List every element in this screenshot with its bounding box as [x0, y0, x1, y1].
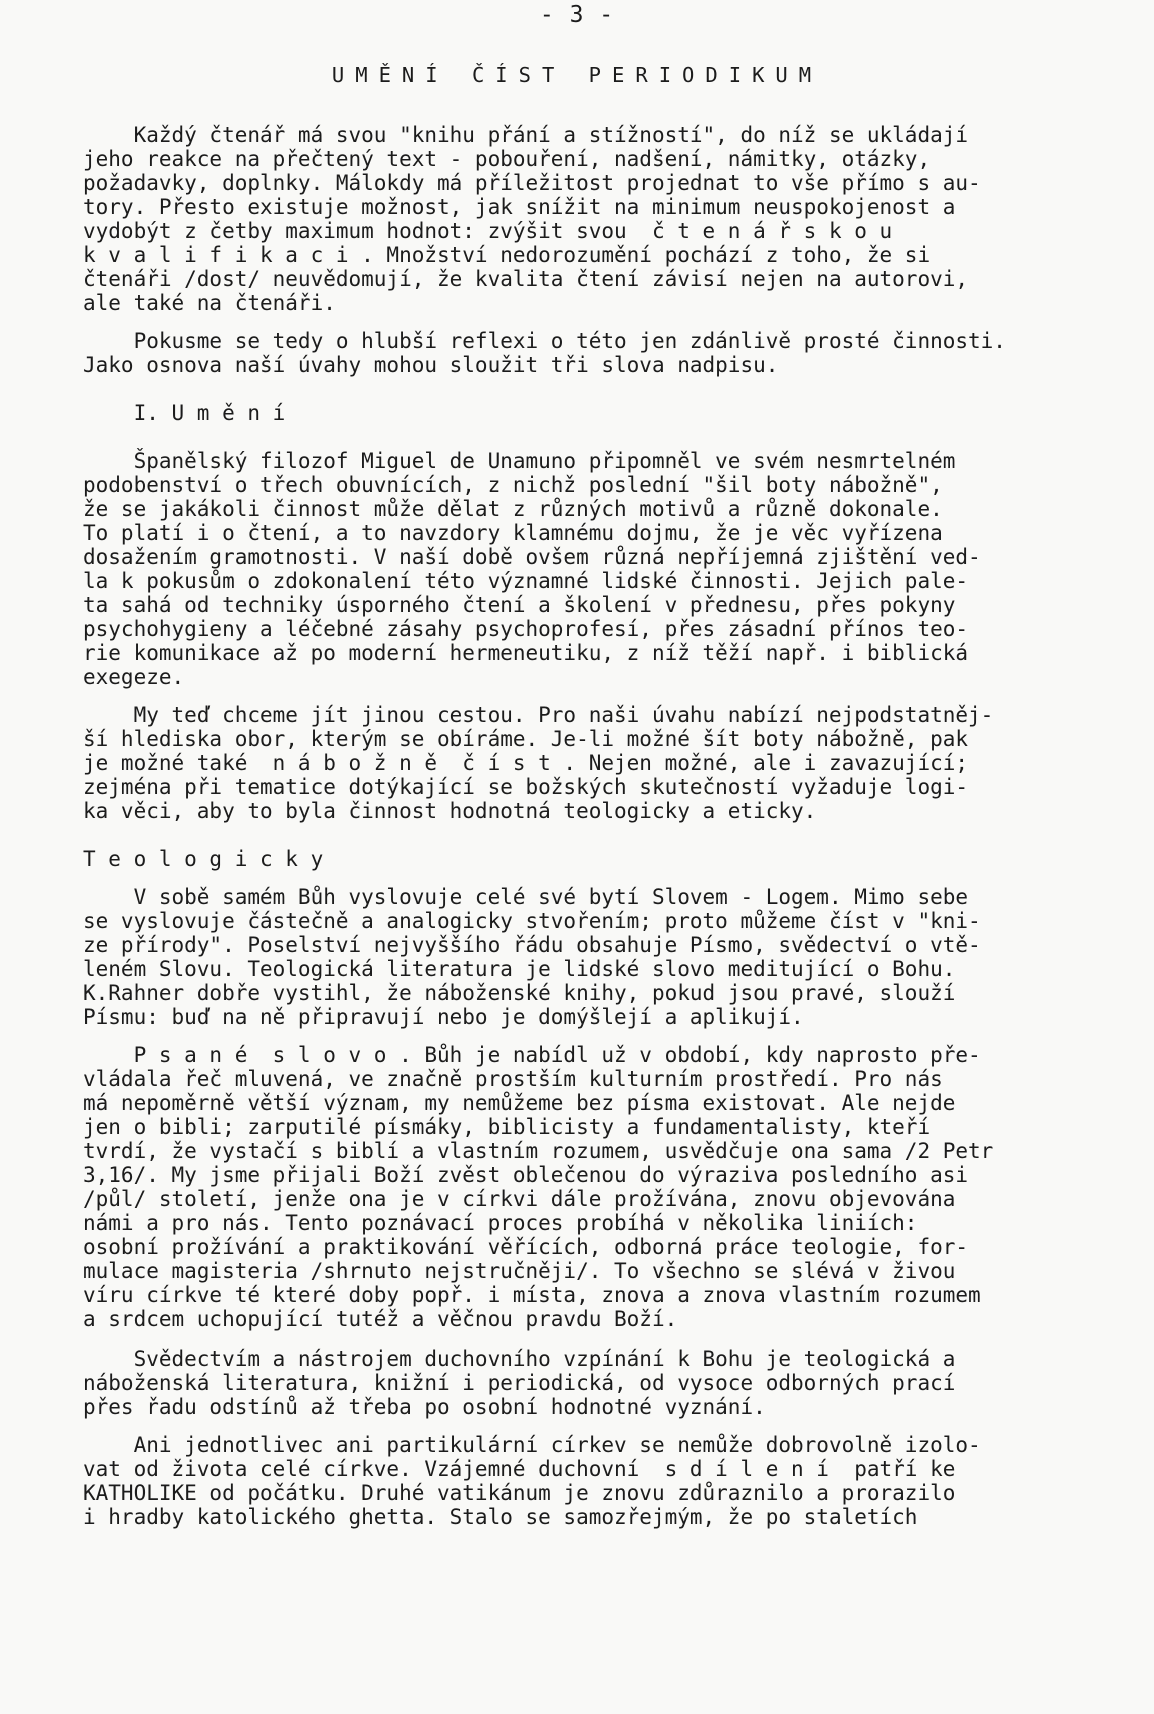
- text-line: Pokusme se tedy o hlubší reflexi o této jen zdánlivě prosté činnosti.: [83, 329, 1006, 353]
- text-line: tory. Přesto existuje možnost, jak snížit na minimum neuspokojenost a: [83, 195, 956, 219]
- text-line: náboženská literatura, knižní i periodická, od vysoce odborných prací: [83, 1371, 956, 1395]
- text-line: Svědectvím a nástrojem duchovního vzpínání k Bohu je teologická a: [83, 1347, 956, 1371]
- text-line: To platí i o čtení, a to navzdory klamnému dojmu, že je věc vyřízena: [83, 521, 943, 545]
- paragraph-gap: [83, 689, 1153, 703]
- text-line: leném Slovu. Teologická literatura je lidské slovo meditující o Bohu.: [83, 957, 956, 981]
- text-line: námi a pro nás. Tento poznávací proces probíhá v několika liniích:: [83, 1211, 918, 1235]
- text-line: K.Rahner dobře vystihl, že náboženské knihy, pokud jsou pravé, slouží: [83, 981, 956, 1005]
- text-line: vat od života celé církve. Vzájemné duchovní s d í l e n í patří ke: [83, 1457, 956, 1481]
- text-line: jen o bibli; zarputilé písmáky, biblicisty a fundamentalisty, kteří: [83, 1115, 931, 1139]
- text-line: ší hlediska obor, kterým se obíráme. Je-li možné šít boty nábožně, pak: [83, 727, 969, 751]
- text-line: k v a l i f i k a c i . Množství nedorozumění pochází z toho, že si: [83, 243, 931, 267]
- page-number: - 3 -: [539, 2, 615, 28]
- text-line: se vyslovuje částečně a analogicky stvořením; proto můžeme číst v "kni-: [83, 909, 981, 933]
- paragraph: [83, 449, 1153, 689]
- text-line: tvrdí, že vystačí s biblí a vlastním rozumem, usvědčuje ona sama /2 Petr: [83, 1139, 994, 1163]
- text-line: ze přírody". Poselství nejvyššího řádu obsahuje Písmo, svědectví o vtě-: [83, 933, 981, 957]
- paragraph-gap: [83, 871, 1153, 885]
- text-line: ale také na čtenáři.: [83, 291, 336, 315]
- text-line: zejména při tematice dotýkající se božských skutečností vyžaduje logi-: [83, 775, 969, 799]
- text-line: Jako osnova naší úvahy mohou sloužit tři slova nadpisu.: [83, 353, 779, 377]
- paragraph-gap: [83, 1029, 1153, 1043]
- text-line: Ani jednotlivec ani partikulární církev se nemůže dobrovolně izolo-: [83, 1433, 981, 1457]
- paragraph-gap: [83, 1331, 1153, 1347]
- text-line: jeho reakce na přečtený text - pobouření, nadšení, námitky, otázky,: [83, 147, 931, 171]
- text-line: rie komunikace až po moderní hermeneutiku, z níž těží např. i biblická: [83, 641, 969, 665]
- text-line: že se jakákoli činnost může dělat z různých motivů a různě dokonale.: [83, 497, 943, 521]
- text-line: čtenáři /dost/ neuvědomují, že kvalita čtení závisí nejen na autorovi,: [83, 267, 969, 291]
- text-line: podobenství o třech obuvnících, z nichž poslední "šil boty nábožně",: [83, 473, 943, 497]
- text-line: KATHOLIKE od počátku. Druhé vatikánum je znovu zdůraznilo a prorazilo: [83, 1481, 956, 1505]
- text-line: i hradby katolického ghetta. Stalo se samozřejmým, že po staletích: [83, 1505, 918, 1529]
- text-line: My teď chceme jít jinou cestou. Pro naši úvahu nabízí nejpodstatněj-: [83, 703, 994, 727]
- text-line: ta sahá od techniky úsporného čtení a školení v přednesu, přes pokyny: [83, 593, 956, 617]
- text-line: 3,16/. My jsme přijali Boží zvěst oblečenou do výraziva posledního asi: [83, 1163, 969, 1187]
- text-line: Španělský filozof Miguel de Unamuno připomněl ve svém nesmrtelném: [83, 449, 956, 473]
- paragraph-gap: [83, 377, 1153, 401]
- text-line: ka věci, aby to byla činnost hodnotná teologicky a eticky.: [83, 799, 817, 823]
- paragraph: [83, 123, 1153, 315]
- text-line: osobní prožívání a praktikování věřících, odborná práce teologie, for-: [83, 1235, 969, 1259]
- text-line: požadavky, doplnky. Málokdy má příležitost projednat to vše přímo s au-: [83, 171, 981, 195]
- text-line: Každý čtenář má svou "knihu přání a stížností", do níž se ukládají: [83, 123, 969, 147]
- text-line: víru církve té které doby popř. i místa, znova a znova vlastním rozumem: [83, 1283, 981, 1307]
- article-body: [83, 123, 1153, 1529]
- text-line: je možné také n á b o ž n ě č í s t . Nejen možné, ale i zavazující;: [83, 751, 969, 775]
- paragraph-gap: [83, 315, 1153, 329]
- section-heading: T e o l o g i c k y: [83, 847, 324, 871]
- paragraph-gap: [83, 823, 1153, 847]
- paragraph: [83, 329, 1153, 377]
- text-line: psychohygieny a léčebné zásahy psychoprofesí, přes zásadní přínos teo-: [83, 617, 969, 641]
- text-line: dosažením gramotnosti. V naší době ovšem různá nepříjemná zjištění ved-: [83, 545, 981, 569]
- section-heading: I. U m ě n í: [83, 401, 286, 425]
- paragraph: [83, 703, 1153, 823]
- paragraph-gap: [83, 425, 1153, 449]
- text-line: P s a n é s l o v o . Bůh je nabídl už v období, kdy naprosto pře-: [83, 1043, 981, 1067]
- text-line: a srdcem uchopující tutéž a věčnou pravdu Boží.: [83, 1307, 678, 1331]
- text-line: vydobýt z četby maximum hodnot: zvýšit svou č t e n á ř s k o u: [83, 219, 893, 243]
- paragraph-gap: [83, 1419, 1153, 1433]
- paragraph: [83, 1347, 1153, 1419]
- article-title: UMĚNÍ ČÍST PERIODIKUM: [331, 63, 823, 87]
- text-line: vládala řeč mluvená, ve značně prostším kulturním prostředí. Pro nás: [83, 1067, 943, 1091]
- text-line: la k pokusům o zdokonalení této významné lidské činnosti. Jejich pale-: [83, 569, 969, 593]
- text-line: přes řadu odstínů až třeba po osobní hodnotné vyznání.: [83, 1395, 766, 1419]
- paragraph: [83, 1043, 1153, 1331]
- text-line: mulace magisteria /shrnuto nejstručněji/. To všechno se slévá v živou: [83, 1259, 956, 1283]
- text-line: exegeze.: [83, 665, 185, 689]
- paragraph: [83, 1433, 1153, 1529]
- text-line: V sobě samém Bůh vyslovuje celé své bytí Slovem - Logem. Mimo sebe: [83, 885, 969, 909]
- text-line: má nepoměrně větší význam, my nemůžeme bez písma existovat. Ale nejde: [83, 1091, 956, 1115]
- text-line: /půl/ století, jenže ona je v církvi dále prožívána, znovu objevována: [83, 1187, 956, 1211]
- text-line: Písmu: buď na ně připravují nebo je domýšlejí a aplikují.: [83, 1005, 804, 1029]
- paragraph: [83, 885, 1153, 1029]
